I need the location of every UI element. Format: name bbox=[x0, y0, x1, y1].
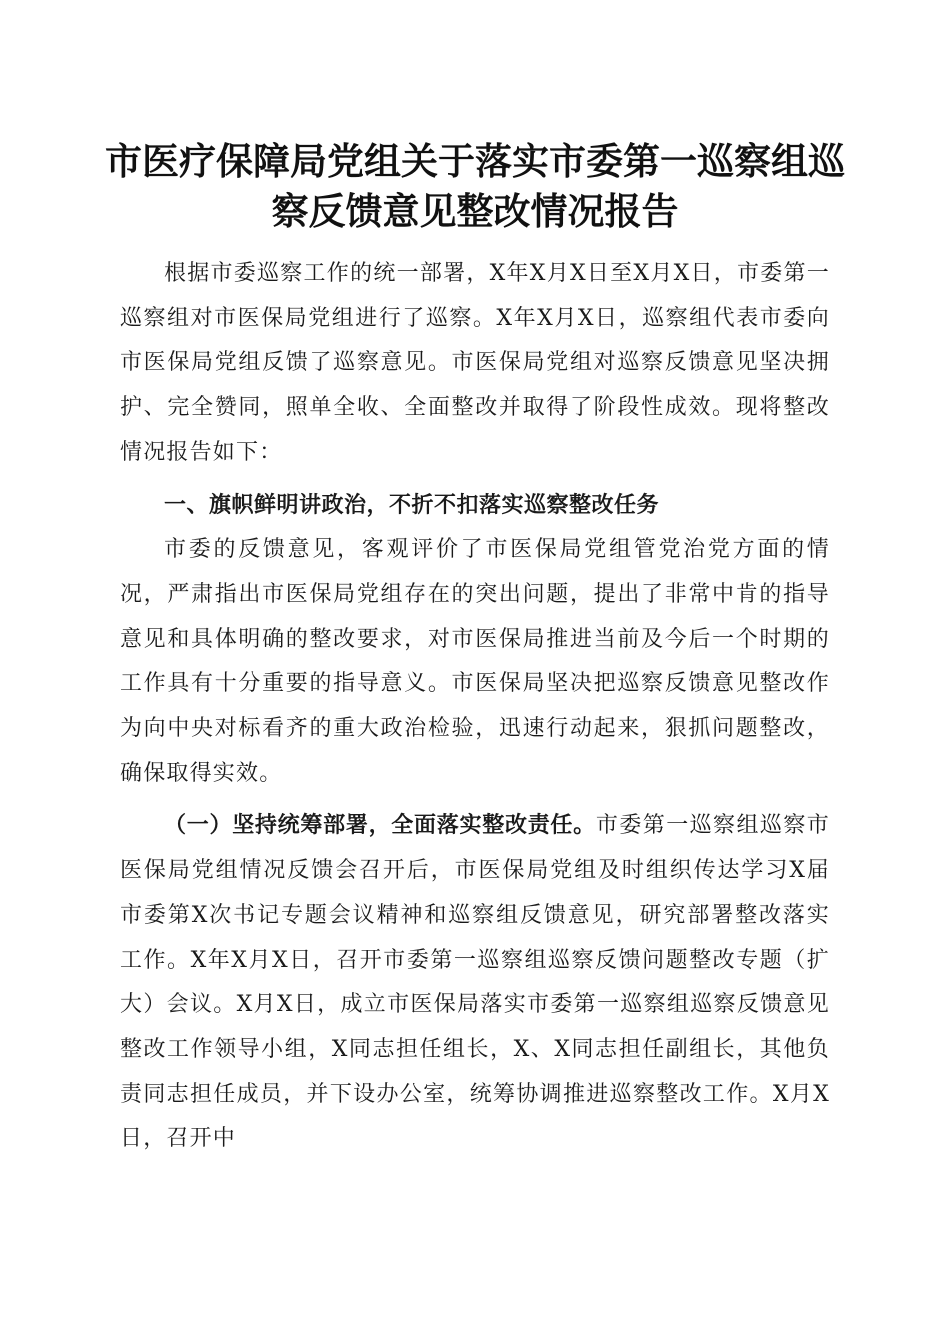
section-heading-1: 一、旗帜鲜明讲政治，不折不扣落实巡察整改任务 bbox=[164, 492, 660, 518]
section1-paragraph: 市委的反馈意见，客观评价了市医保局党组管党治党方面的情况，严肃指出市医保局党组存在的突出问题，提出了非常中肯的指导意见和具体明确的整改要求，对市医保局推进当前及今后一个时期的工作具有十分重要的指导意义。市医保局坚决把巡察反馈意见整改作为向中央对标看齐的重大政治检验，迅速行动起来，狠抓问题整改，确保取得实效。 bbox=[120, 537, 830, 786]
section-spacer bbox=[120, 476, 830, 484]
intro-paragraph: 根据市委巡察工作的统一部署，X年X月X日至X月X日，市委第一巡察组对市医保局党组进行了巡察。X年X月X日，巡察组代表市委向市医保局党组反馈了巡察意见。市医保局党组对巡察反馈意见坚决拥护、完全赞同，照单全收、全面整改并取得了阶段性成效。现将整改情况报告如下： bbox=[120, 261, 830, 465]
subsection1-text: 市委第一巡察组巡察市医保局党组情况反馈会召开后，市医保局党组及时组织传达学习X届市委第X次书记专题会议精神和巡察组反馈意见，研究部署整改落实工作。X年X月X日，召开市委第一巡察组巡察反馈问题整改专题（扩大）会议。X月X日，成立市医保局落实市委第一巡察组巡察反馈意见整改工作领导小组，X同志担任组长，X、X同志担任副组长，其他负责同志担任成员，并下设办公室，统筹协调推进巡察整改工作。X月X日，召开中 bbox=[120, 813, 830, 1152]
title-line-1: 市医疗保障局党组关于落实市委第一巡察组巡 bbox=[105, 139, 845, 183]
subsection1-paragraph bbox=[120, 804, 830, 1162]
subsection1-lead: （一）坚持统筹部署，全面落实整改责任。 bbox=[164, 813, 596, 839]
document-title bbox=[100, 136, 850, 236]
document-body bbox=[120, 252, 830, 1162]
title-line-2: 察反馈意见整改情况报告 bbox=[271, 189, 679, 233]
subsection-spacer bbox=[120, 796, 830, 804]
